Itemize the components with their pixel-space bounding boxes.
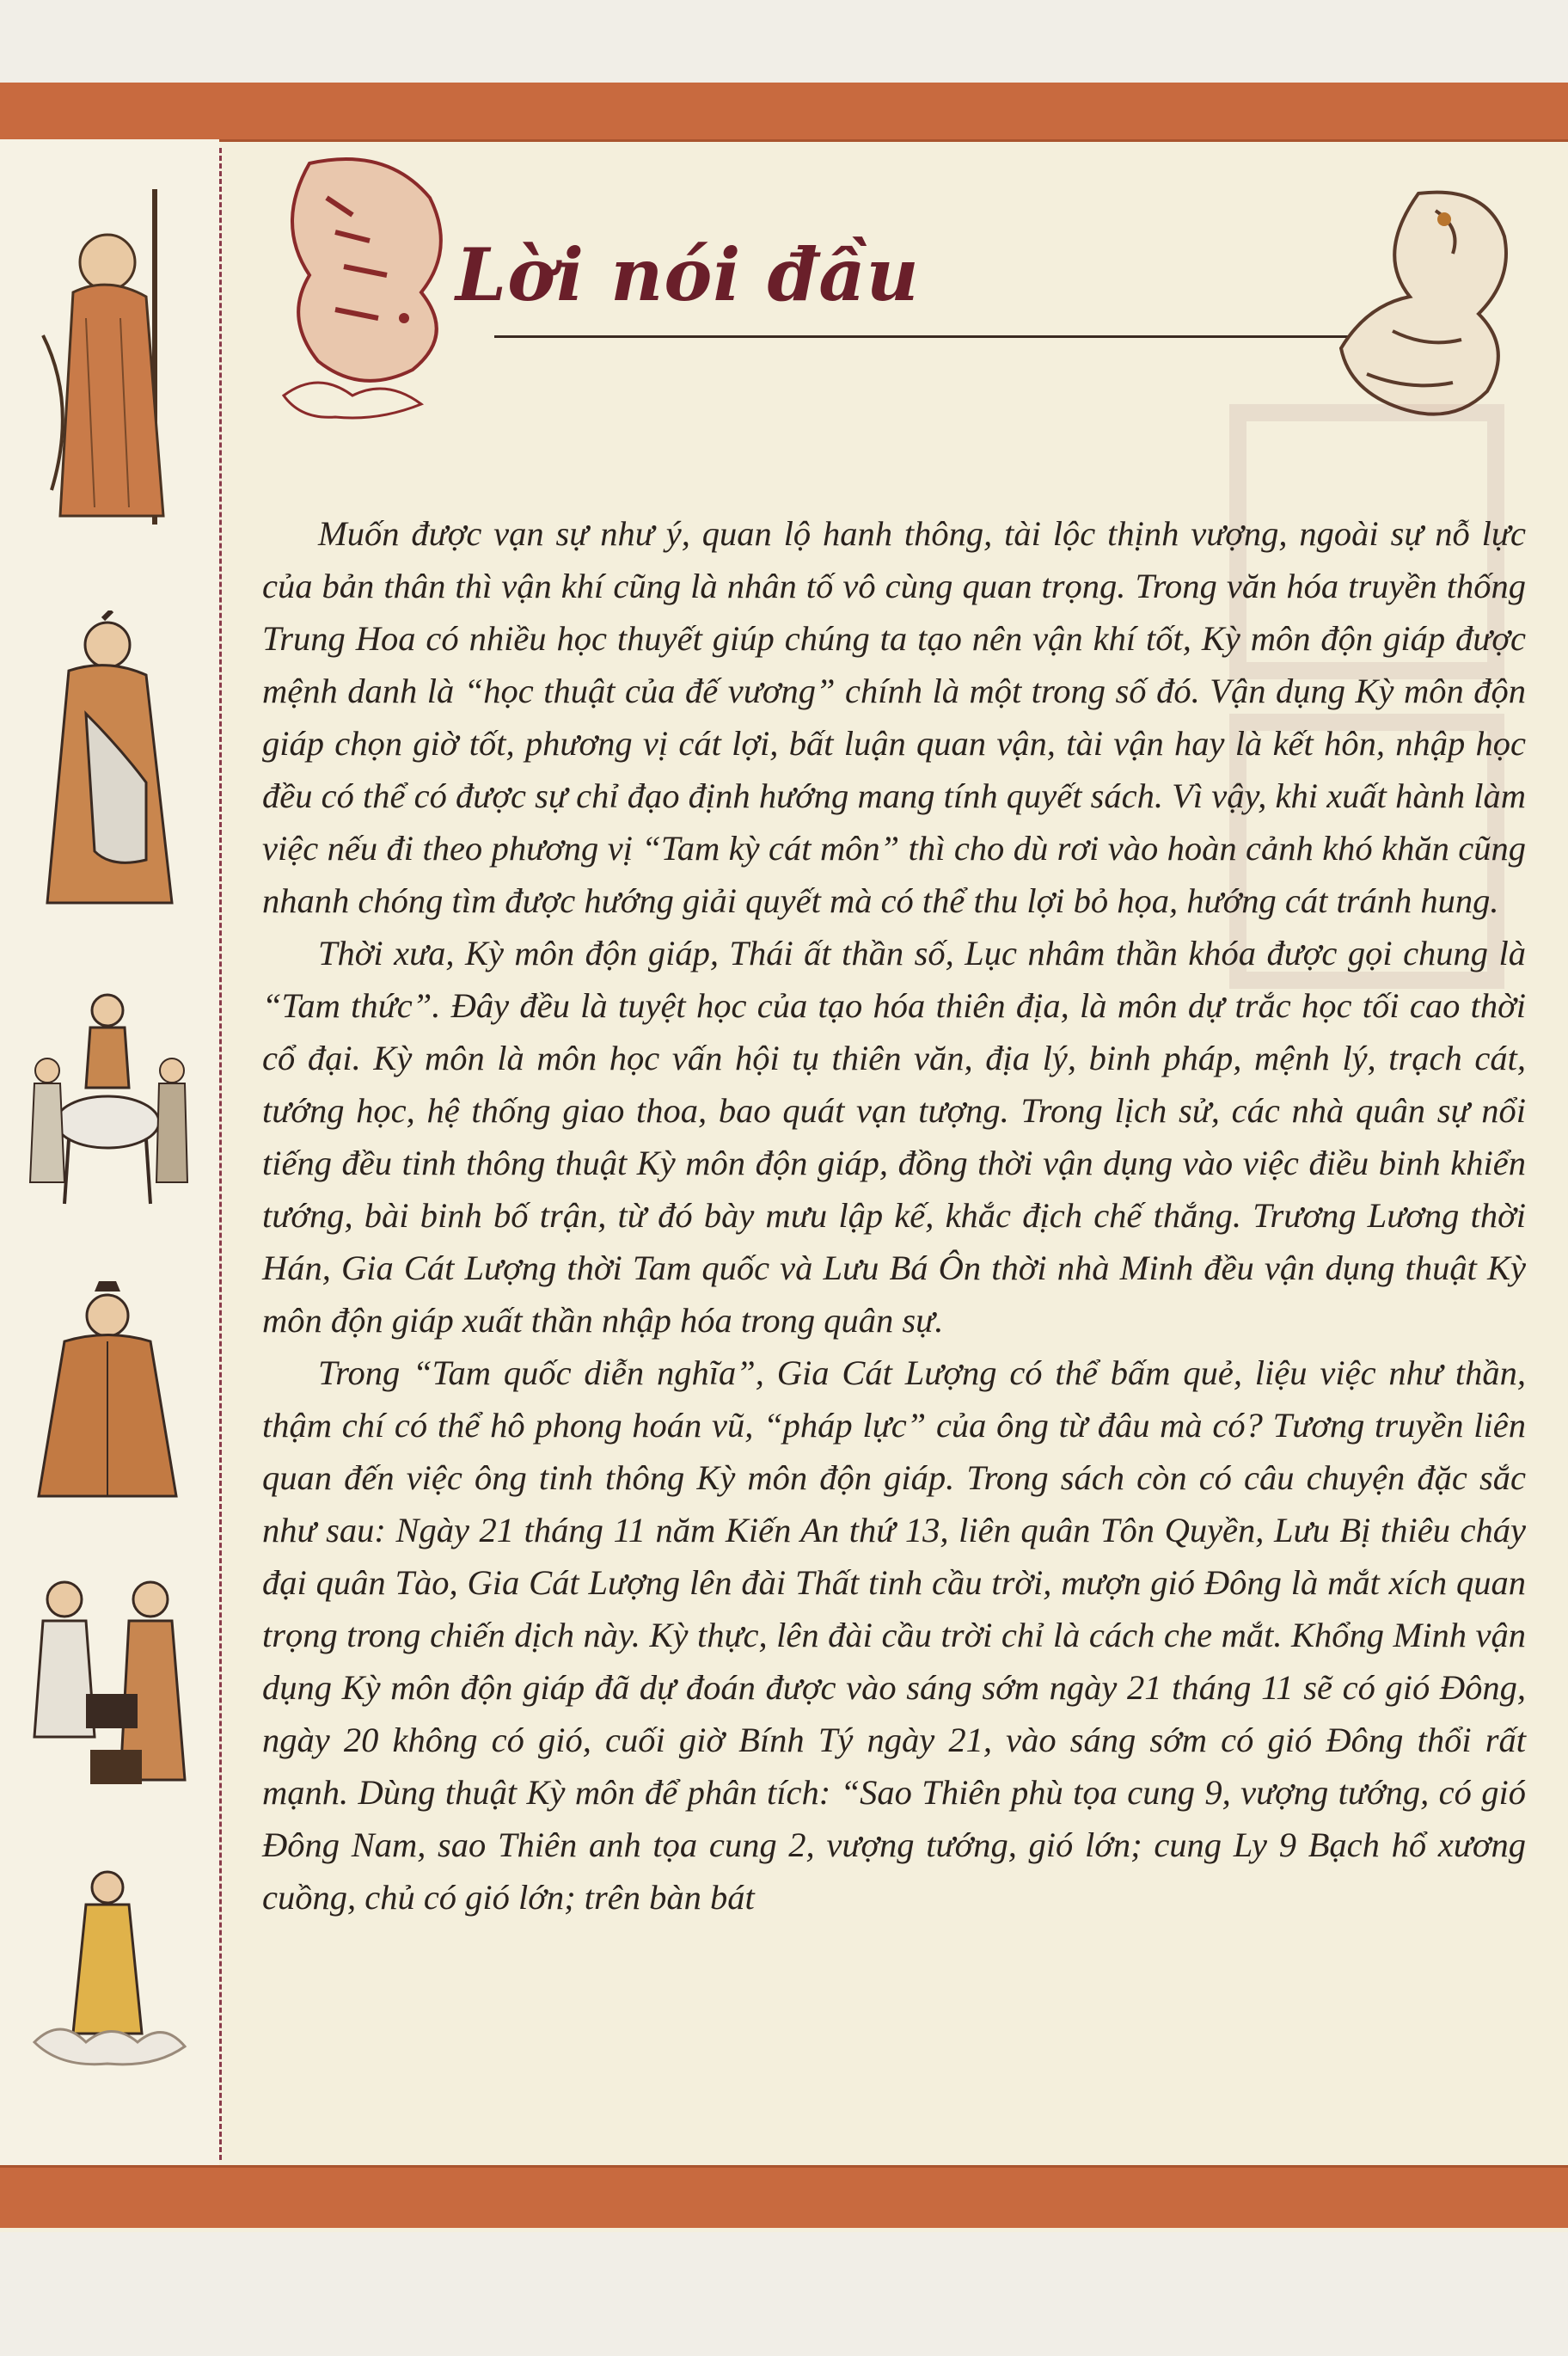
top-border-band — [0, 83, 1568, 142]
preface-body — [262, 507, 1526, 1923]
immortal-on-cloud — [26, 1862, 189, 2077]
general-figure — [26, 1281, 189, 1505]
paragraph-1: Muốn được vạn sự như ý, quan lộ hanh thông, tài lộc thịnh vượng, ngoài sự nỗ lực của bản thân thì vận khí cũng là nhân tố vô cùng quan trọng. Trong văn hóa truyền thống Trung Hoa có nhiều học thuyết giúp chúng ta tạo nên vận khí tốt, Kỳ môn độn giáp được mệnh danh là “học thuật của đế vương” chính là một trong số đó. Vận dụng Kỳ môn độn giáp chọn giờ tốt, phương vị cát lợi, bất luận quan vận, tài vận hay là kết hôn, nhập học đều có thể có được sự chỉ đạo định hướng mang tính quyết sách. Vì vậy, khi xuất hành làm việc nếu đi theo phương vị “Tam kỳ cát môn” thì cho dù rơi vào hoàn cảnh khó khăn cũng nhanh chóng tìm được hướng giải quyết mà có thể thu lợi bỏ họa, hướng cát tránh hung. — [262, 514, 1526, 920]
paragraph-2: Thời xưa, Kỳ môn độn giáp, Thái ất thần số, Lục nhâm thần khóa được gọi chung là “Tam thức”. Đây đều là tuyệt học của tạo hóa thiên địa, là môn dự trắc học tối cao thời cổ đại. Kỳ môn là môn học vấn hội tụ thiên văn, địa lý, binh pháp, mệnh lý, trạch cát, tướng học, hệ thống giao thoa, bao quát vạn tượng. Trong lịch sử, các nhà quân sự nổi tiếng đều tinh thông thuật Kỳ môn độn giáp, đồng thời vận dụng vào việc điều binh khiển tướng, bài binh bố trận, từ đó bày mưu lập kế, khắc địch chế thắng. Trương Lương thời Hán, Gia Cát Lượng thời Tam quốc và Lưu Bá Ôn thời nhà Minh đều vận dụng thuật Kỳ môn độn giáp xuất thần nhập hóa trong quân sự. — [262, 934, 1526, 1340]
title-underline — [494, 335, 1371, 338]
page-title: Lời nói đầu — [456, 232, 920, 317]
dashed-divider — [219, 148, 222, 2160]
sage-figure-1 — [26, 181, 189, 542]
scholar-figure — [26, 610, 189, 911]
bottom-border-band — [0, 2165, 1568, 2228]
paragraph-3: Trong “Tam quốc diễn nghĩa”, Gia Cát Lượng có thể bấm quẻ, liệu việc như thần, thậm chí có thể hô phong hoán vũ, “pháp lực” của ông từ đâu mà có? Tương truyền liên quan đến việc ông tinh thông Kỳ môn độn giáp. Trong sách còn có câu chuyện đặc sắc như sau: Ngày 21 tháng 11 năm Kiến An thứ 13, liên quân Tôn Quyền, Lưu Bị thiêu cháy đại quân Tào, Gia Cát Lượng lên đài Thất tinh cầu trời, mượn gió Đông là mắt xích quan trọng trong chiến dịch này. Kỳ thực, lên đài cầu trời chỉ là cách che mắt. Khổng Minh vận dụng Kỳ môn độn giáp đã dự đoán được vào sáng sớm ngày 21 tháng 11 sẽ có gió Đông, ngày 20 không có gió, cuối giờ Bính Tý ngày 21, vào sáng sớm có gió Đông thổi rất mạnh. Dùng thuật Kỳ môn để phân tích: “Sao Thiên phù tọa cung 9, vượng tướng, có gió Đông Nam, sao Thiên anh tọa cung 2, vượng tướng, gió lớn; cung Ly 9 Bạch hổ xương cuồng, chủ có gió lớn; trên bàn bát — [262, 1353, 1526, 1917]
scholars-group — [26, 1565, 189, 1797]
tiger-illustration — [258, 146, 464, 430]
horse-rider-group — [26, 976, 189, 1217]
